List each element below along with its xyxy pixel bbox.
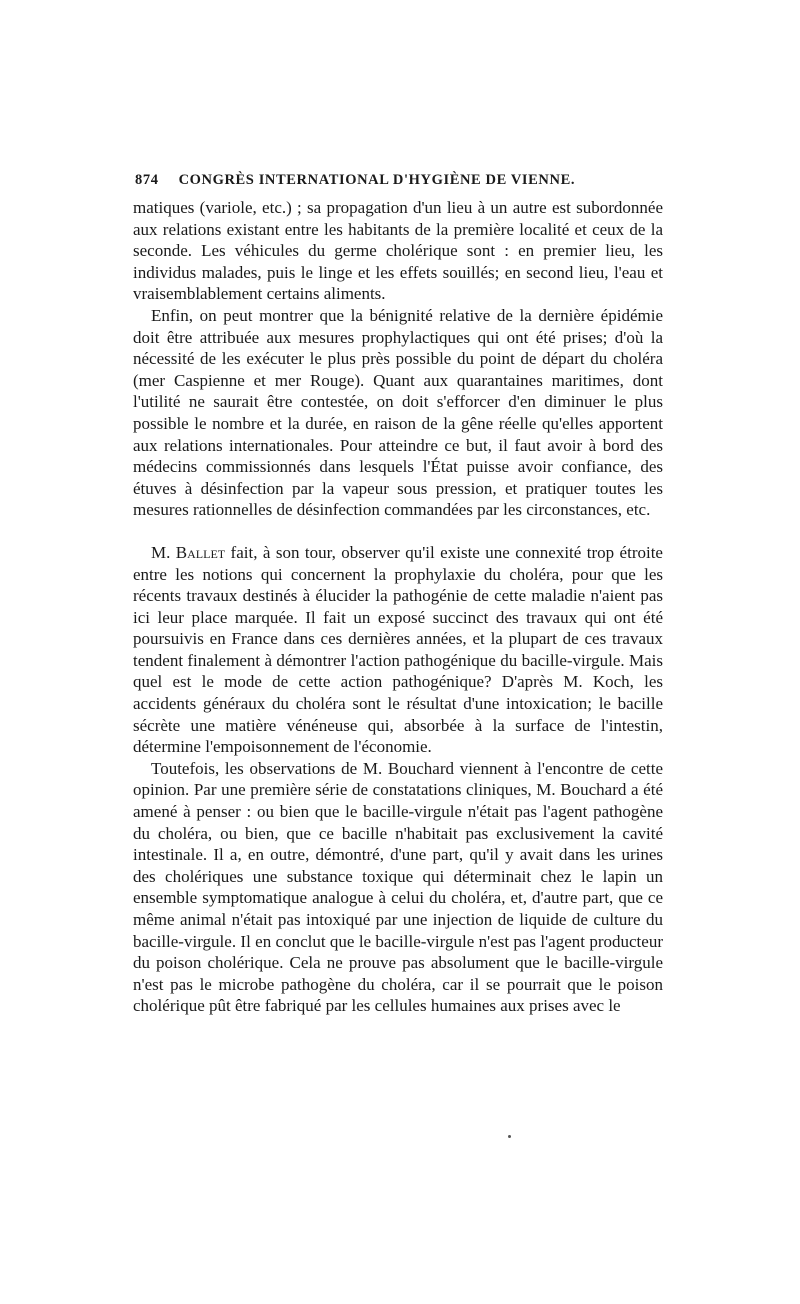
speaker-name: Ballet [175, 542, 226, 562]
paragraph-continuation: matiques (variole, etc.) ; sa propagation d'un lieu à un autre est subordonnée aux relations existant entre les habitants de la première localité et ceux de la seconde. Les véhicules du germe cholérique sont : en premier lieu, les individus malades, puis le linge et les effets souillés; en second lieu, l'eau et vraisemblablement certains aliments. [133, 198, 663, 304]
running-title: CONGRÈS INTERNATIONAL D'HYGIÈNE DE VIENNE. [178, 172, 576, 188]
book-page [133, 172, 663, 1017]
page-number: 874 [135, 172, 159, 188]
speaker-prefix: M. [151, 542, 176, 562]
page-speck [508, 1135, 511, 1138]
running-header [135, 172, 663, 189]
paragraph-bouchard: Toutefois, les observations de M. Bouchard viennent à l'encontre de cette opinion. Par une première série de constatations cliniques, M. Bouchard a été amené à penser : ou bien que le bacille-virgule n'était pas l'agent pathogène du choléra, ou bien, que ce bacille n'habitait pas exclusivement la cavité intestinale. Il a, en outre, démontré, d'une part, qu'il y avait dans les urines des cholériques une substance toxique qui déterminait chez le lapin un ensemble symptomatique analogue à celui du choléra, et, d'autre part, que ce même animal n'était pas intoxiqué par une injection de liquide de culture du bacille-virgule. Il en conclut que le bacille-virgule n'est pas l'agent producteur du poison cholérique. Cela ne prouve pas absolument que le bacille-virgule n'est pas le microbe pathogène du choléra, car il se pourrait que le poison cholérique pût être fabriqué par les cellules humaines aux prises avec le [133, 758, 663, 1016]
paragraph-ballet [133, 542, 663, 758]
paragraph-ballet-text: fait, à son tour, observer qu'il existe une connexité trop étroite entre les notions qui concernent la prophylaxie du choléra, pour que les récents travaux destinés à élucider la pathogénie de cette maladie n'aient pas ici leur place marquée. Il fait un exposé succinct des travaux qui ont été poursuivis en France dans ces dernières années, et la plupart de ces travaux tendent finalement à démontrer l'action pathogénique du bacille-virgule. Mais quel est le mode de cette action pathogénique? D'après M. Koch, les accidents généraux du choléra sont le résultat d'une intoxication; le bacille sécrète une matière vénéneuse qui, absorbée à la surface de l'intestin, détermine l'empoisonnement de l'économie. [133, 542, 663, 757]
paragraph-prophylaxis: Enfin, on peut montrer que la bénignité relative de la dernière épidémie doit être attribuée aux mesures prophylactiques qui ont été prises; d'où la nécessité de les exécuter le plus près possible du point de départ du choléra (mer Caspienne et mer Rouge). Quant aux quarantaines maritimes, dont l'utilité ne saurait être contestée, on doit s'efforcer d'en diminuer le plus possible le nombre et la durée, en raison de la gêne réelle qu'elles apportent aux relations internationales. Pour atteindre ce but, il faut avoir à bord des médecins commissionnés dans lesquels l'État puisse avoir confiance, des étuves à désinfection par la vapeur sous pression, et pratiquer toutes les mesures rationnelles de désinfection commandées par les circonstances, etc. [133, 305, 663, 520]
